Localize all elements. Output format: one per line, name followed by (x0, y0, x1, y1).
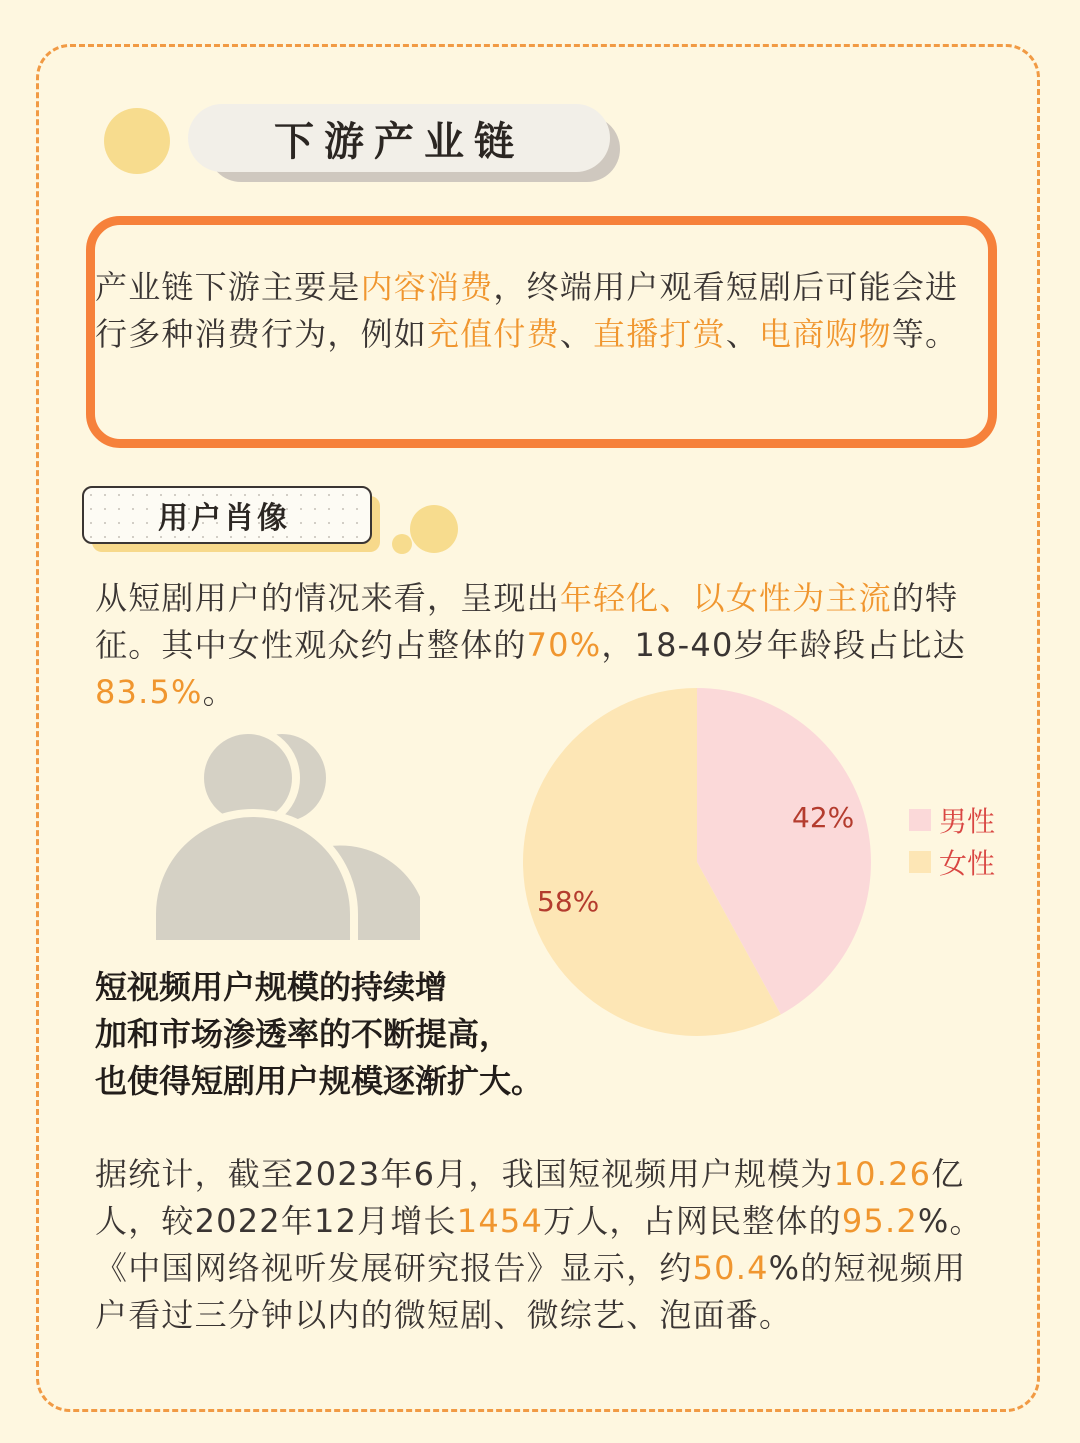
profile-text-seg: 从短剧用户的情况来看，呈现出 (95, 579, 560, 617)
stats-text (95, 1151, 987, 1339)
intro-highlight: 直播打赏 (593, 315, 726, 353)
profile-text-seg: 。 (202, 673, 236, 711)
intro-text (95, 264, 987, 358)
stats-text-seg: %的短视频用户看过三分钟以内的微短剧、微综艺、泡面番。 (95, 1249, 967, 1334)
stats-highlight: 95.2 (841, 1202, 918, 1240)
section-tag-user-profile: 用户肖像 (82, 486, 372, 544)
summary-line: 也使得短剧用户规模逐渐扩大。 (95, 1062, 544, 1100)
legend-item-female (909, 842, 995, 882)
stats-text-seg: 据统计，截至2023年6月，我国短视频用户规模为 (95, 1155, 834, 1193)
legend-swatch-male (909, 809, 931, 831)
pie-label-female: 58% (537, 885, 600, 918)
stats-highlight: 50.4 (692, 1249, 769, 1287)
intro-highlight: 内容消费 (360, 268, 494, 306)
section-deco-circle-large (410, 505, 458, 553)
profile-text-seg: ，18-40岁年龄段占比达 (601, 626, 966, 664)
profile-highlight: 83.5% (95, 673, 203, 711)
section-deco-circle-small (392, 534, 412, 554)
legend-label-male: 男性 (939, 805, 996, 838)
page-title: 下游产业链 (188, 104, 610, 172)
intro-separator: 、 (559, 315, 594, 353)
stats-highlight: 10.26 (833, 1155, 932, 1193)
stats-text-seg: 亿人，较2022年12月增长 (95, 1155, 965, 1240)
profile-text-seg: 的特征。其中女性观众约占整体的 (95, 579, 959, 664)
legend-label-female: 女性 (939, 847, 996, 880)
profile-highlight: 年轻化、以女性为主流 (559, 579, 892, 617)
gender-pie-chart (521, 686, 873, 1038)
pie-label-male: 42% (792, 801, 855, 834)
summary-text (95, 964, 543, 1105)
intro-highlight: 充值付费 (427, 315, 560, 353)
title-deco-circle (104, 108, 170, 174)
intro-text-seg: 产业链下游主要是 (95, 268, 361, 306)
users-icon (150, 728, 430, 946)
stats-text-seg: %。《中国网络视听发展研究报告》显示，约 (95, 1202, 983, 1287)
legend-item-male (909, 800, 995, 840)
summary-line: 短视频用户规模的持续增 (95, 968, 448, 1006)
intro-highlight: 电商购物 (759, 315, 892, 353)
summary-line: 加和市场渗透率的不断提高， (95, 1015, 512, 1053)
stats-text-seg: 万人，占网民整体的 (543, 1202, 842, 1240)
profile-highlight: 70% (526, 626, 602, 664)
intro-separator: 、 (725, 315, 760, 353)
legend-swatch-female (909, 851, 931, 873)
stats-highlight: 1454 (456, 1202, 544, 1240)
intro-text-seg: 等。 (891, 315, 959, 353)
intro-text-seg: ，终端用户观看短剧后可能会进行多种消费行为，例如 (95, 268, 959, 353)
